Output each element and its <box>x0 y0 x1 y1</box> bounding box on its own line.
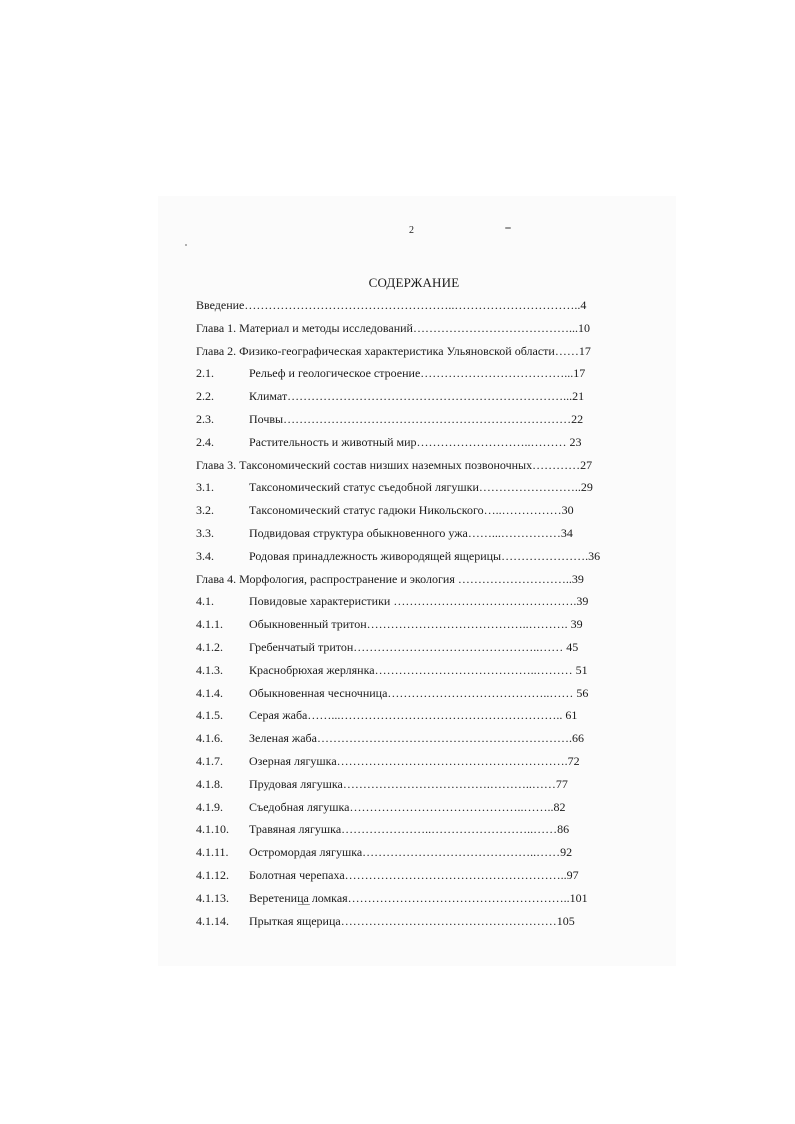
toc-entry-text: Повидовые характеристики ……………………………………….39 <box>249 594 589 609</box>
toc-entry-text: Обыкновенная чесночница…………………………………..…… 56 <box>249 685 589 700</box>
toc-entry-text: Травяная лягушка…………………..……………………..……86 <box>249 822 570 837</box>
toc-entry-number: 4.1.6. <box>196 731 223 746</box>
toc-entry-number: 4.1.11. <box>196 845 229 860</box>
page-number: 2 <box>409 225 414 236</box>
toc-entry-text: Прыткая ящерица………………………………………………105 <box>249 913 575 928</box>
toc-entry-number: 4.1.8. <box>196 776 223 791</box>
toc-entry <box>196 548 634 571</box>
toc-entry-number: 4.1.5. <box>196 708 223 723</box>
toc-entry-number: 3.1. <box>196 480 214 495</box>
scan-speck <box>505 227 511 229</box>
toc-entry-number: 4.1.3. <box>196 662 223 677</box>
toc-entry <box>196 434 634 457</box>
toc-entry-text: Остромордая лягушка……………………………………..……92 <box>249 845 573 860</box>
toc-entry-number: 3.3. <box>196 525 214 540</box>
toc-entry-text: Глава 3. Таксономический состав низших наземных позвоночных…………27 <box>196 457 593 472</box>
toc-entry-text: Растительность и животный мир………………………..……… 23 <box>249 434 582 449</box>
toc-entry-text: Серая жаба……...……………………………………………….. 61 <box>249 708 578 723</box>
toc-entry-text: Гребенчатый тритон………………………………………..…… 45 <box>249 639 579 654</box>
toc-entry <box>196 844 634 867</box>
table-of-contents <box>196 297 634 935</box>
toc-entry-text: Зеленая жаба……………………………………………………….66 <box>249 731 584 746</box>
toc-entry <box>196 821 634 844</box>
toc-entry <box>196 730 634 753</box>
toc-entry-text: Родовая принадлежность живородящей ящерицы………………….36 <box>249 548 601 563</box>
scan-speck <box>185 244 187 246</box>
toc-entry <box>196 343 634 366</box>
toc-entry <box>196 525 634 548</box>
toc-entry <box>196 457 634 480</box>
toc-entry-text: Рельеф и геологическое строение………………………………...17 <box>249 366 586 381</box>
toc-entry-number: 4.1.10. <box>196 822 229 837</box>
toc-entry-text: Глава 4. Морфология, распространение и экология ………………………..39 <box>196 571 584 586</box>
toc-entry-number: 2.4. <box>196 434 214 449</box>
toc-entry-text: Болотная черепаха………………………………………………..97 <box>249 867 579 882</box>
toc-entry-number: 4.1.12. <box>196 867 229 882</box>
toc-entry <box>196 365 634 388</box>
toc-entry <box>196 411 634 434</box>
toc-entry <box>196 616 634 639</box>
toc-entry <box>196 502 634 525</box>
toc-entry <box>196 297 634 320</box>
toc-entry <box>196 320 634 343</box>
toc-entry-text: Веретеница ломкая………………………………………………..101 <box>249 890 588 905</box>
toc-entry-number: 4.1.7. <box>196 753 223 768</box>
toc-entry-text: Глава 2. Физико-географическая характеристика Ульяновской области……17 <box>196 343 591 358</box>
toc-entry-number: 4.1.14. <box>196 913 229 928</box>
toc-entry <box>196 479 634 502</box>
toc-entry-text: Прудовая лягушка……………………………….………..……77 <box>249 776 568 791</box>
toc-entry <box>196 913 634 936</box>
toc-entry <box>196 388 634 411</box>
toc-entry <box>196 593 634 616</box>
toc-entry-number: 3.2. <box>196 503 214 518</box>
toc-entry-text: Съедобная лягушка……………………………………..……..82 <box>249 799 566 814</box>
toc-entry-number: 4.1.13. <box>196 890 229 905</box>
toc-entry-number: 3.4. <box>196 548 214 563</box>
toc-entry-text: Таксономический статус съедобной лягушки……………………..29 <box>249 480 593 495</box>
toc-entry-number: 4.1.9. <box>196 799 223 814</box>
toc-entry <box>196 867 634 890</box>
toc-entry-number: 2.1. <box>196 366 214 381</box>
toc-entry-text: Почвы………………………………………………………………22 <box>249 411 584 426</box>
toc-entry-number: 2.2. <box>196 389 214 404</box>
toc-entry-text: Глава 1. Материал и методы исследований…………………………………...10 <box>196 320 590 335</box>
toc-entry-number: 4.1.4. <box>196 685 223 700</box>
toc-entry-number: 2.3. <box>196 411 214 426</box>
toc-entry-text: Озерная лягушка………………………………………………….72 <box>249 753 580 768</box>
toc-entry <box>196 571 634 594</box>
toc-entry <box>196 662 634 685</box>
toc-entry-text: Подвидовая структура обыкновенного ужа……...……………34 <box>249 525 573 540</box>
toc-entry <box>196 776 634 799</box>
page-title: СОДЕРЖАНИЕ <box>368 275 460 290</box>
toc-entry-text: Обыкновенный тритон…………………………………..………. 39 <box>249 617 583 632</box>
toc-entry <box>196 639 634 662</box>
toc-entry <box>196 799 634 822</box>
toc-entry-text: Климат……………………………………………………………...21 <box>249 389 585 404</box>
toc-entry-number: 4.1.2. <box>196 639 223 654</box>
toc-entry <box>196 707 634 730</box>
toc-entry <box>196 753 634 776</box>
toc-entry-number: 4.1.1. <box>196 617 223 632</box>
toc-entry <box>196 890 634 913</box>
toc-entry <box>196 685 634 708</box>
toc-entry-text: Введение……………………………………………..…………………………..4 <box>196 298 587 312</box>
toc-entry-number: 4.1. <box>196 594 214 609</box>
toc-entry-text: Таксономический статус гадюки Никольского…..……………30 <box>249 503 574 518</box>
toc-entry-text: Краснобрюхая жерлянка…………………………………..……… 51 <box>249 662 588 677</box>
